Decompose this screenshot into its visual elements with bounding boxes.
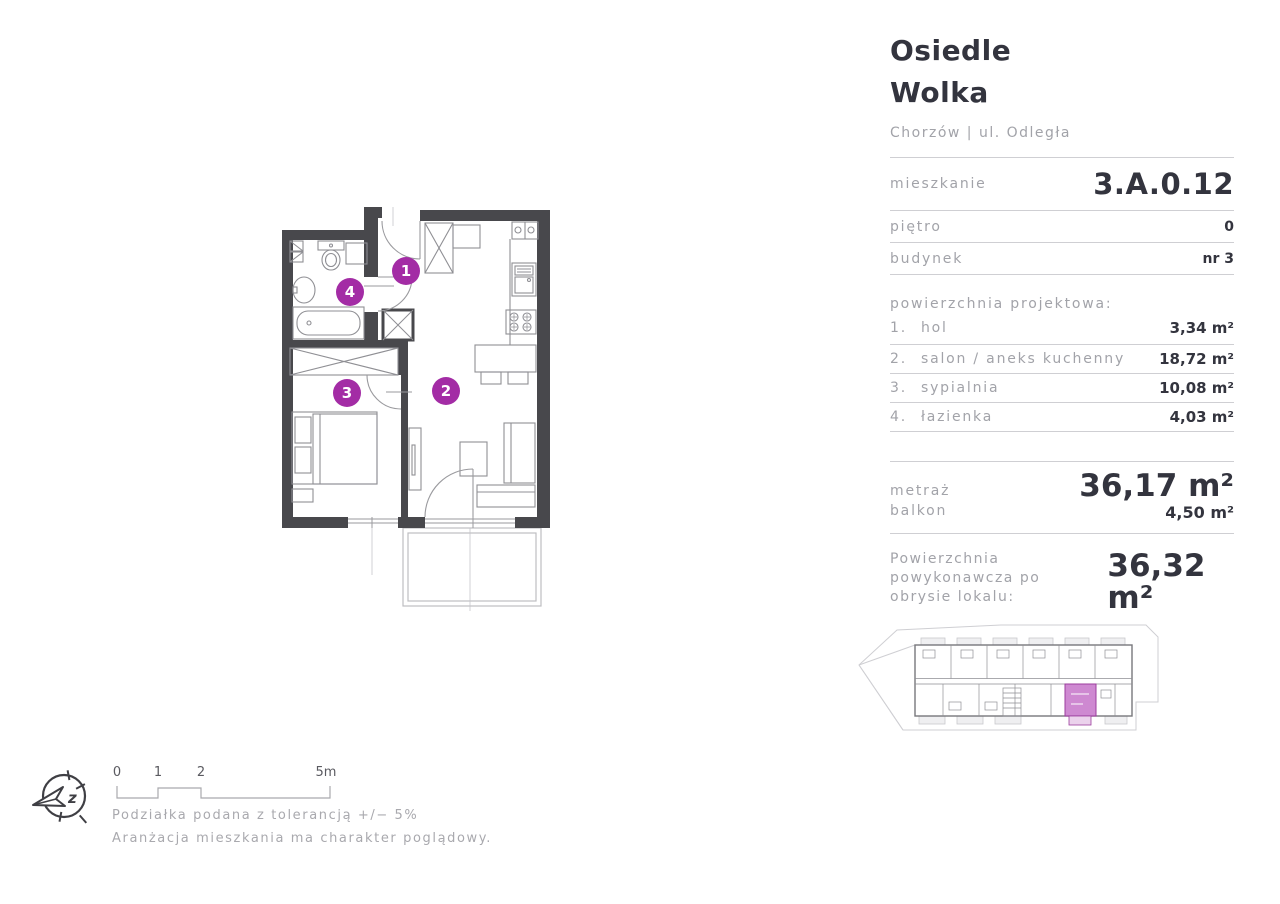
room-marker-lazienka: 4 — [336, 278, 364, 306]
balconies-top — [921, 638, 1125, 645]
metraz-value: 36,17 m² — [1079, 468, 1234, 504]
wardrobe — [290, 348, 398, 375]
info-row-pietro: piętro 0 — [890, 211, 1234, 243]
balconies-bottom — [919, 716, 1127, 724]
scale-bar — [110, 784, 338, 802]
building-overview-map — [853, 618, 1168, 758]
scale-tick-5m: 5m — [315, 765, 337, 780]
balkon-value: 4,50 m² — [1165, 503, 1234, 522]
info-row-mieszkanie: mieszkanie 3.A.0.12 — [890, 158, 1234, 211]
balkon-label: balkon — [890, 503, 948, 519]
project-name-line2: Wolka — [890, 76, 989, 109]
compass-label: z — [68, 789, 77, 807]
areas-heading: powierzchnia projektowa: — [890, 296, 1113, 312]
scale-tick-1: 1 — [153, 765, 163, 780]
building-overview-drawing — [853, 618, 1168, 758]
bedroom-furniture — [292, 412, 377, 502]
arrangement-note: Aranżacja mieszkania ma charakter poglądowy. — [112, 831, 492, 846]
as-built-area-block: Powierzchnia powykonawcza po obrysie lokalu: 36,32 m² — [890, 550, 1234, 614]
room-marker-sypialnia: 3 — [333, 379, 361, 407]
area-row-sypialnia: 3. sypialnia 10,08 m² — [890, 374, 1234, 403]
balcony-outline — [403, 528, 541, 606]
area-row-hol: 1. hol 3,34 m² — [890, 312, 1234, 345]
compass-north-icon — [28, 760, 102, 836]
door-swings — [367, 221, 473, 517]
windows — [348, 517, 515, 528]
unit-info-panel — [890, 30, 1234, 614]
room-marker-hol: 1 — [392, 257, 420, 285]
living-furniture — [409, 423, 535, 507]
scale-tick-0: 0 — [112, 765, 122, 780]
building-number: nr 3 — [1202, 250, 1234, 267]
dimension-lines — [372, 207, 470, 611]
floor-plan-drawing — [268, 193, 572, 623]
floor-number: 0 — [1224, 218, 1234, 235]
metraz-label: metraż — [890, 483, 951, 499]
shaft-box — [383, 310, 413, 340]
kitchen-fixtures — [425, 222, 538, 384]
as-built-area-value: 36,32 m² — [1107, 548, 1206, 616]
totals-block — [890, 461, 1234, 534]
scale-tick-2: 2 — [196, 765, 206, 780]
area-row-lazienka: 4. łazienka 4,03 m² — [890, 403, 1234, 432]
building-outline — [915, 645, 1132, 716]
project-location: Chorzów | ul. Odległa — [890, 125, 1071, 141]
project-name-line1: Osiedle — [890, 34, 1012, 67]
highlighted-unit — [1065, 684, 1096, 725]
area-row-salon: 2. salon / aneks kuchenny 18,72 m² — [890, 345, 1234, 374]
room-marker-salon: 2 — [432, 377, 460, 405]
floor-plan — [268, 193, 572, 623]
info-row-budynek: budynek nr 3 — [890, 243, 1234, 275]
unit-number: 3.A.0.12 — [1093, 167, 1234, 201]
scale-tolerance-note: Podziałka podana z tolerancją +/− 5% — [112, 808, 419, 823]
